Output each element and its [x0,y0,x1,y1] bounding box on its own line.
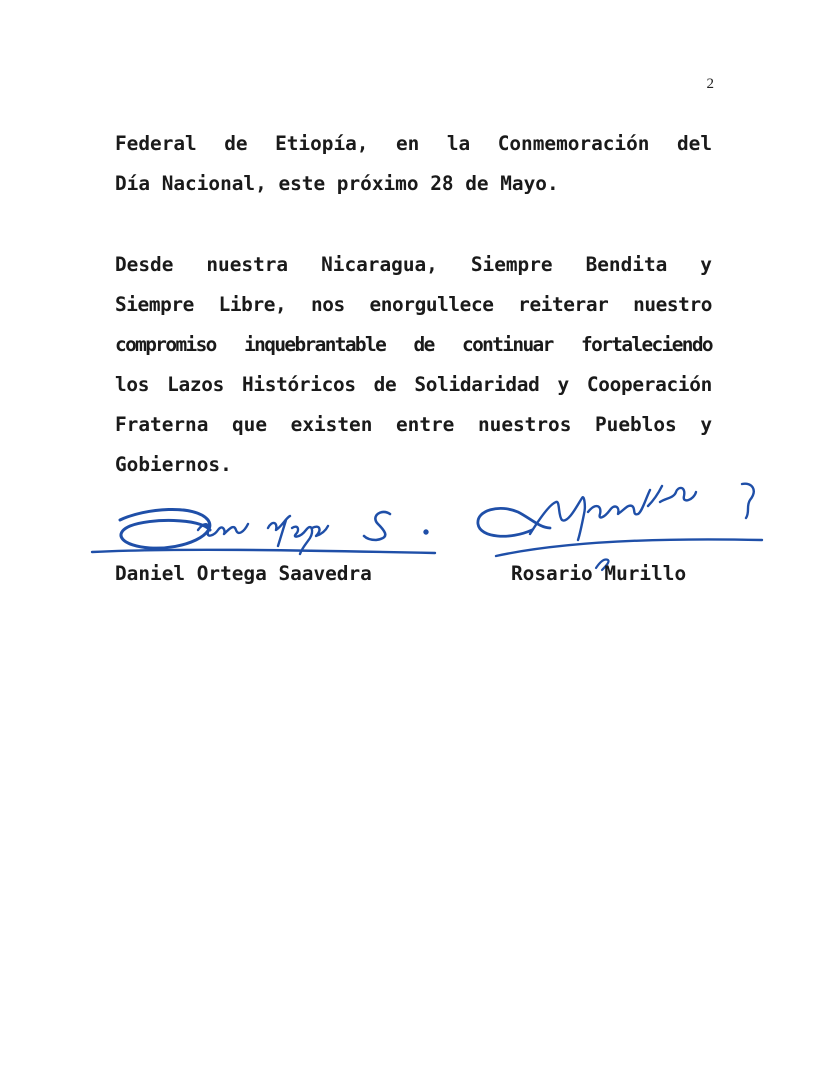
paragraph-line: Día Nacional, este próximo 28 de Mayo. [115,172,559,195]
paragraph-line: Fraterna que existen entre nuestros Pueblos y [115,413,712,436]
paragraph-1 [115,124,712,204]
signature-left [90,490,450,565]
page-number: 2 [706,76,714,92]
signature-left-ink [90,490,450,565]
paragraph-line: Desde nuestra Nicaragua, Siempre Bendita y [115,253,712,276]
paragraph-line: Gobiernos. [115,453,232,476]
paragraph-line: Siempre Libre, nos enorgullece reiterar nuestro [115,293,712,316]
paragraph-line: los Lazos Históricos de Solidaridad y Cooperación [115,373,712,396]
paragraph-line: compromiso inquebrantable de continuar fortaleciendo [115,333,712,356]
paragraph-2 [115,245,712,485]
signer-name-left: Daniel Ortega Saavedra [115,562,372,585]
signer-name-right: Rosario Murillo [511,562,687,585]
paragraph-line: Federal de Etiopía, en la Conmemoración del [115,132,712,155]
